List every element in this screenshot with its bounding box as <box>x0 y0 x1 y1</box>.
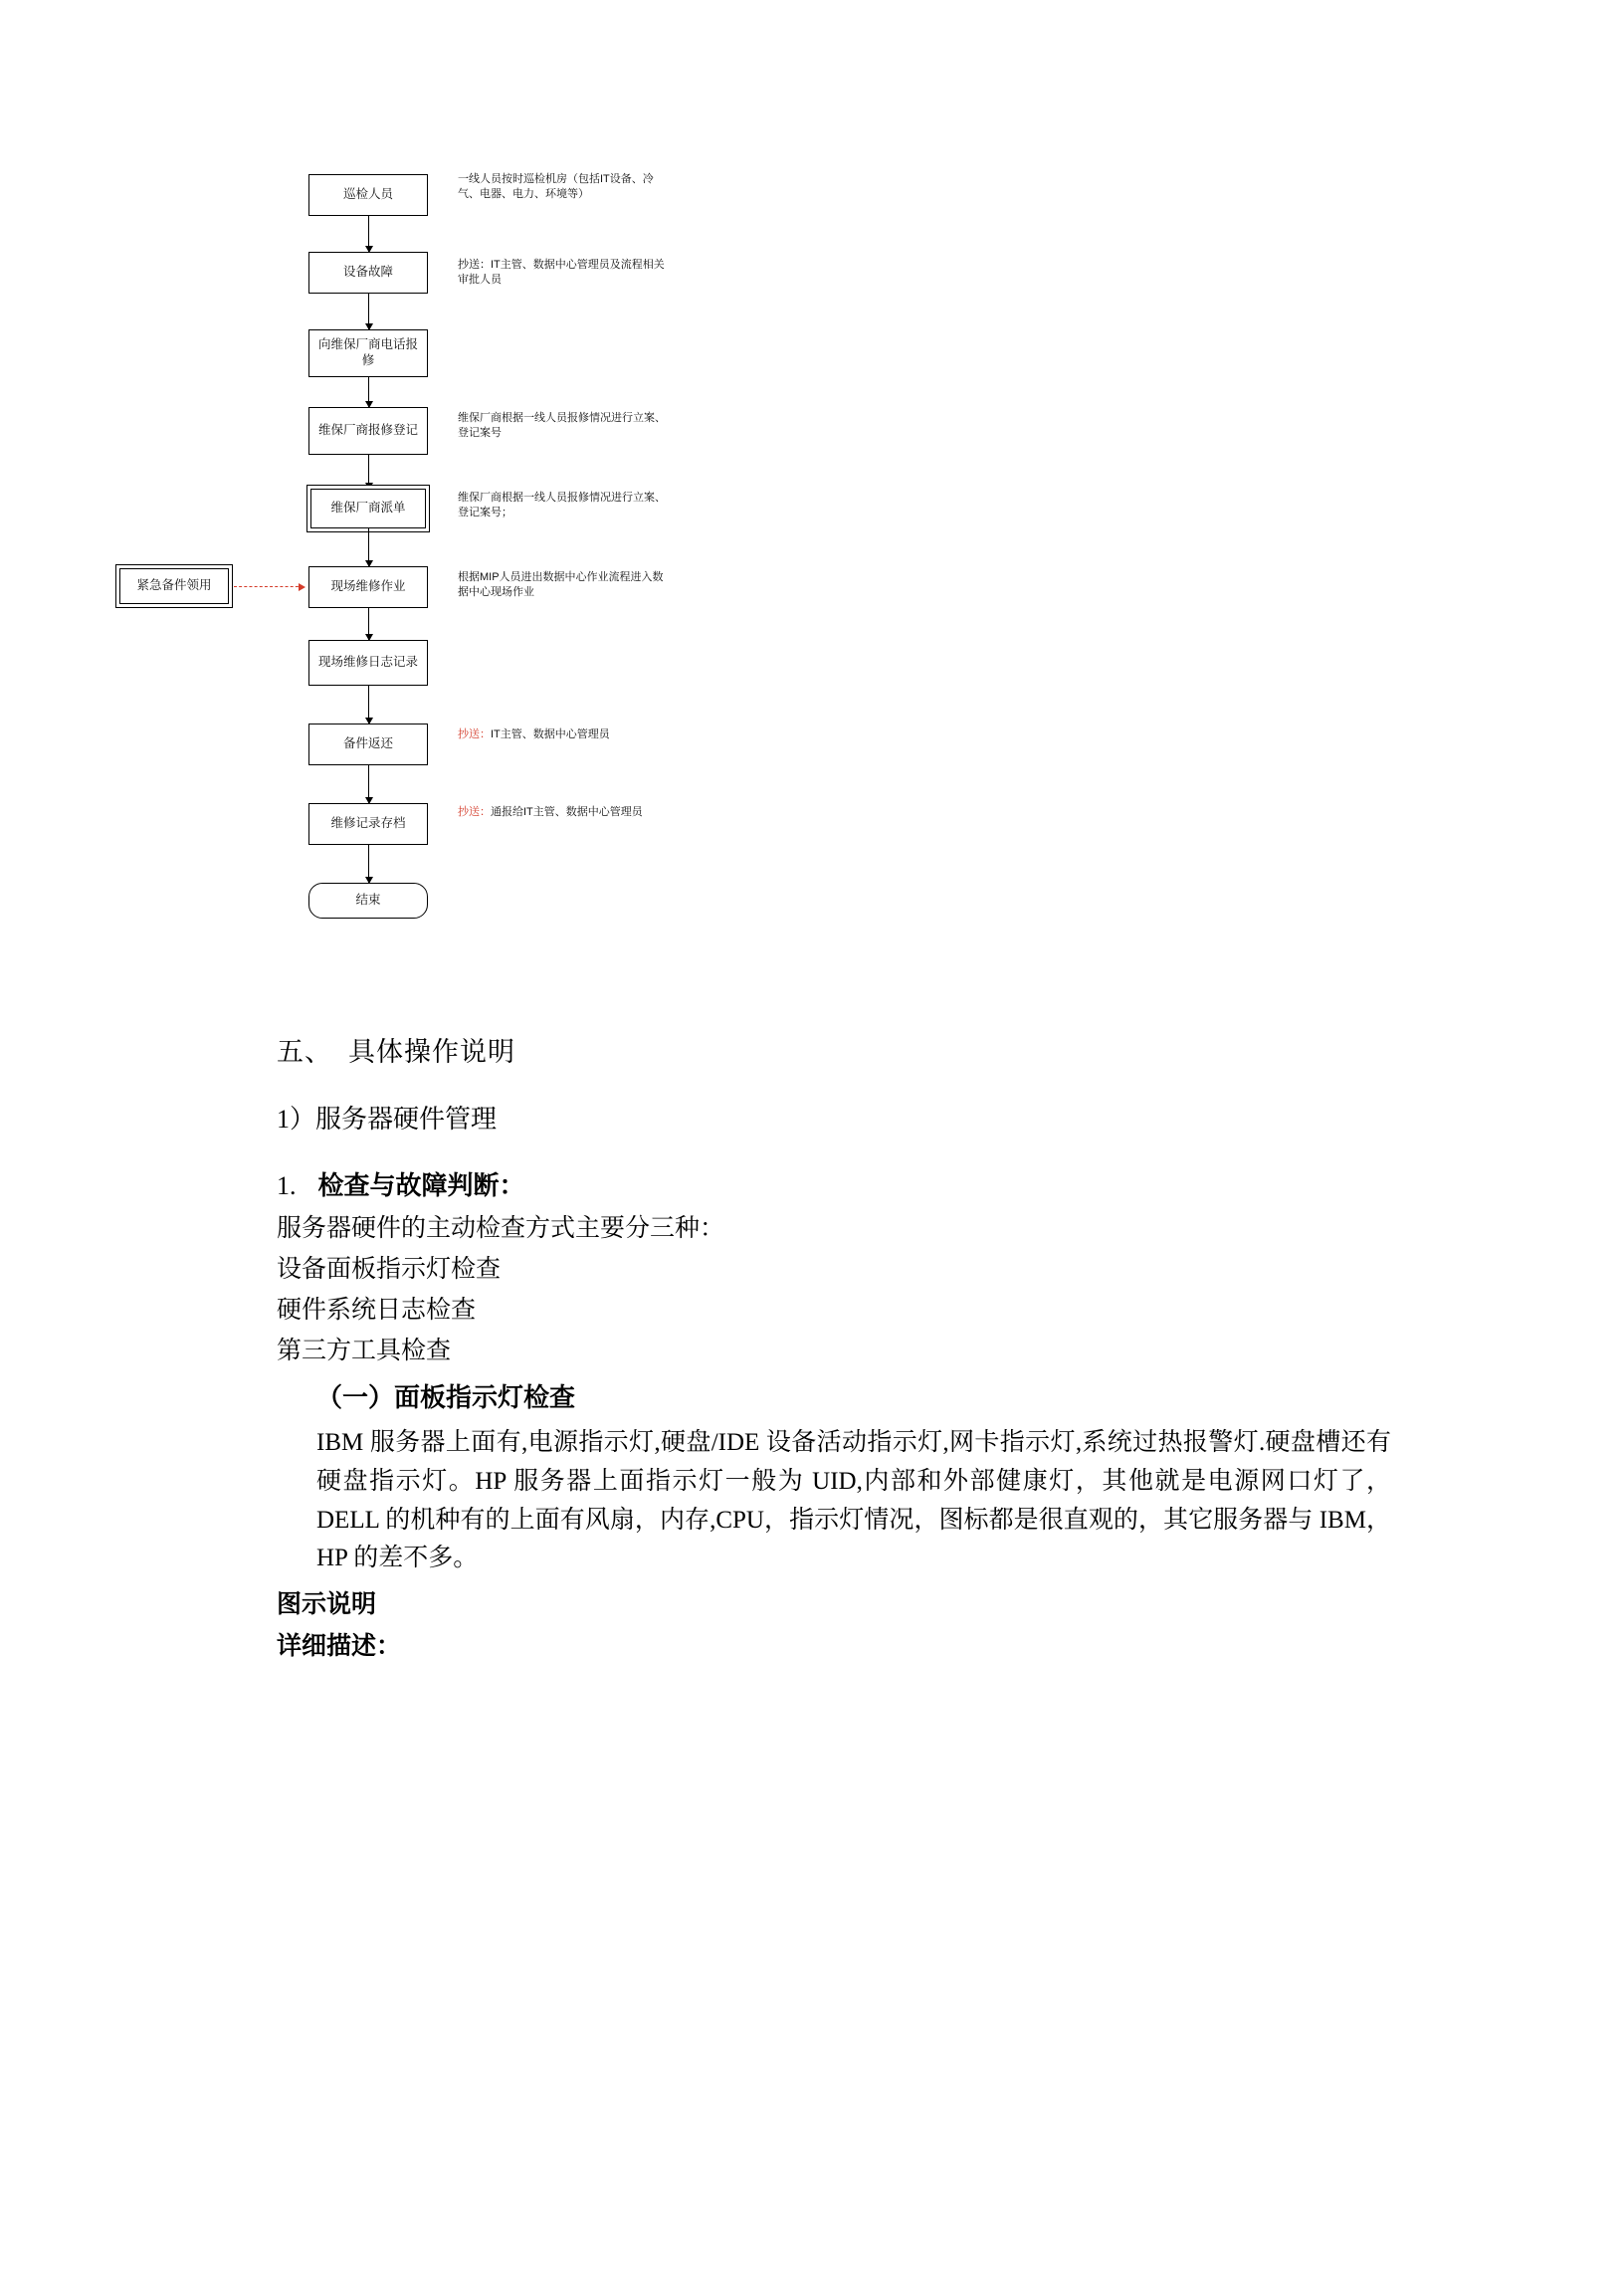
flow-node-spare-return: 备件返还 <box>308 724 428 765</box>
paragraph-indicator-description: IBM 服务器上面有,电源指示灯,硬盘/IDE 设备活动指示灯,网卡指示灯,系统过热报警灯.硬盘槽还有硬盘指示灯。HP 服务器上面指示灯一般为 UID,内部和外部健康灯，其他就是电源网口灯了，DELL 的机种有的上面有风扇，内存,CPU，指示灯情况，图标都是很直观的，其它服务器与 IBM，HP 的差不多。 <box>316 1429 1391 1572</box>
document-body <box>277 1030 1391 1668</box>
flow-note-cc-archive-text: 通报给IT主管、数据中心管理员 <box>491 806 643 818</box>
flow-arrow-emergency <box>234 586 304 587</box>
section-heading <box>277 1030 1391 1069</box>
flow-node-equipment-fault: 设备故障 <box>308 252 428 294</box>
flow-arrow-2 <box>368 294 369 329</box>
flow-node-vendor-dispatch: 维保厂商派单 <box>310 489 426 528</box>
flow-node-inspector: 巡检人员 <box>308 174 428 216</box>
flow-note-cc-it: 抄送：IT主管、数据中心管理员及流程相关审批人员 <box>458 259 665 286</box>
flow-note-cc-prefix: 抄送： <box>458 728 491 740</box>
section-heading-number: 五、 <box>277 1037 332 1067</box>
flow-arrow-1 <box>368 216 369 252</box>
flow-node-repair-log: 现场维修日志记录 <box>308 640 428 686</box>
flow-node-archive-record: 维修记录存档 <box>308 803 428 845</box>
flow-note-cc-archive-prefix: 抄送： <box>458 806 491 818</box>
flow-note-vendor-case-2: 维保厂商根据一线人员报修情况进行立案、登记案号； <box>458 492 666 518</box>
list-item-server-hardware: 1）服务器硬件管理 <box>277 1105 498 1134</box>
flow-arrow-3 <box>368 377 369 407</box>
text-line-2: 硬件系统日志检查 <box>277 1297 477 1324</box>
text-line-0: 服务器硬件的主动检查方式主要分三种： <box>277 1215 725 1242</box>
flow-note-mip-entry: 根据MIP人员进出数据中心作业流程进入数据中心现场作业 <box>458 571 664 598</box>
text-line-1: 设备面板指示灯检查 <box>277 1256 502 1283</box>
flow-arrow-9 <box>368 845 369 883</box>
bold-line-illustration: 图示说明 <box>277 1591 377 1618</box>
flow-node-vendor-register: 维保厂商报修登记 <box>308 407 428 455</box>
flow-arrow-7 <box>368 686 369 724</box>
flow-note-cc-spare <box>458 727 667 742</box>
bold-line-detail: 详细描述： <box>277 1633 402 1660</box>
section-heading-text: 具体操作说明 <box>348 1037 515 1067</box>
subheading-number: 1. <box>277 1171 297 1200</box>
text-line-3: 第三方工具检查 <box>277 1338 452 1364</box>
flow-arrow-8 <box>368 765 369 803</box>
flow-note-cc-archive <box>458 805 667 820</box>
subheading-text: 检查与故障判断： <box>317 1171 525 1200</box>
flow-node-onsite-repair: 现场维修作业 <box>308 566 428 608</box>
heading-panel-indicator-check: （一）面板指示灯检查 <box>316 1383 576 1412</box>
flow-node-emergency-spare: 紧急备件领用 <box>119 568 229 604</box>
flow-note-vendor-case: 维保厂商根据一线人员报修情况进行立案、登记案号 <box>458 412 666 439</box>
flow-node-end: 结束 <box>308 883 428 919</box>
flow-arrow-4 <box>368 455 369 489</box>
flow-note-cc-text: IT主管、数据中心管理员 <box>491 728 610 740</box>
flow-note-inspection: 一线人员按时巡检机房（包括IT设备、冷气、电器、电力、环境等） <box>458 173 654 200</box>
subheading-check-and-diagnose <box>277 1165 1391 1202</box>
document-page <box>0 174 1624 2276</box>
maintenance-flowchart <box>136 173 786 908</box>
flow-arrow-5 <box>368 528 369 566</box>
flow-arrow-6 <box>368 608 369 640</box>
flow-node-call-vendor: 向维保厂商电话报修 <box>308 329 428 377</box>
